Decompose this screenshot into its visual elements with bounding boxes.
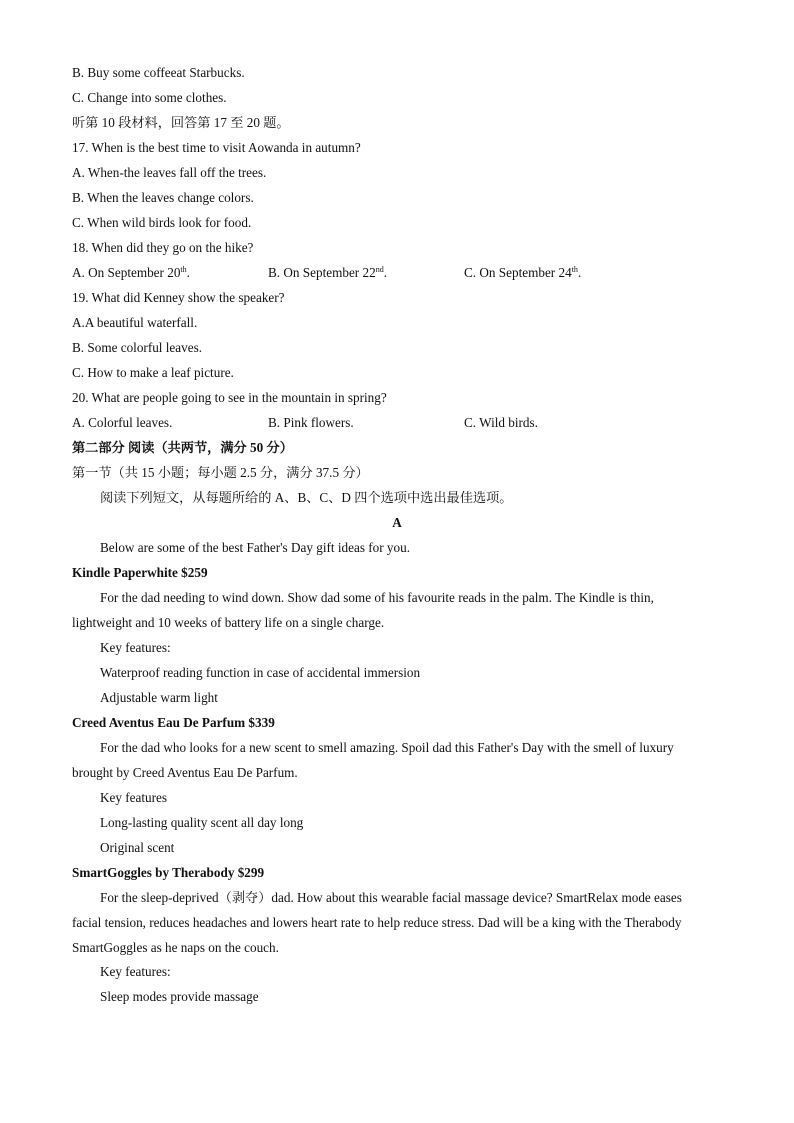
reading-instruction: 阅读下列短文，从每题所给的 A、B、C、D 四个选项中选出最佳选项。 [100, 490, 513, 505]
key-features-label: Key features: [100, 964, 171, 979]
q20-option-a: A. Colorful leaves. [72, 415, 173, 430]
q17-option-c: C. When wild birds look for food. [72, 215, 252, 230]
q19-option-a: A.A beautiful waterfall. [72, 315, 198, 330]
passage-intro: Below are some of the best Father's Day gift ideas for you. [100, 540, 411, 555]
gift-title-kindle: Kindle Paperwhite $259 [72, 565, 208, 580]
q20-option-c: C. Wild birds. [464, 415, 538, 430]
key-features-label: Key features: [100, 640, 171, 655]
feature-item: Waterproof reading function in case of accidental immersion [100, 665, 421, 680]
q17-option-b: B. When the leaves change colors. [72, 190, 254, 205]
feature-item: Original scent [100, 840, 175, 855]
q18-option-c: C. On September 24th. [464, 265, 582, 280]
q18-option-b: B. On September 22nd. [268, 265, 387, 280]
q17-stem: 17. When is the best time to visit Aowanda in autumn? [72, 140, 361, 155]
feature-item: Adjustable warm light [100, 690, 218, 705]
q18-stem: 18. When did they go on the hike? [72, 240, 254, 255]
section-one-heading: 第一节（共 15 小题；每小题 2.5 分，满分 37.5 分） [72, 465, 369, 480]
q19-stem: 19. What did Kenney show the speaker? [72, 290, 285, 305]
feature-item: Long-lasting quality scent all day long [100, 815, 304, 830]
gift-title-creed: Creed Aventus Eau De Parfum $339 [72, 715, 275, 730]
q16-option-b: B. Buy some coffeeat Starbucks. [72, 65, 245, 80]
gift-desc-line: For the sleep-deprived（剥夺）dad. How about this wearable facial massage device? SmartRelax mode eases [100, 890, 682, 905]
q19-option-c: C. How to make a leaf picture. [72, 365, 234, 380]
gift-desc-line: SmartGoggles as he naps on the couch. [72, 940, 279, 955]
gift-desc-line: For the dad needing to wind down. Show dad some of his favourite reads in the palm. The Kindle is thin, [100, 590, 654, 605]
passage-label: A [392, 515, 402, 530]
gift-desc-line: facial tension, reduces headaches and lowers heart rate to help reduce stress. Dad will be a king with the Therabody [72, 915, 682, 930]
q18-option-a: A. On September 20th. [72, 265, 190, 280]
q16-option-c: C. Change into some clothes. [72, 90, 227, 105]
gift-desc-line: lightweight and 10 weeks of battery life on a single charge. [72, 615, 385, 630]
q19-option-b: B. Some colorful leaves. [72, 340, 203, 355]
q17-option-a: A. When-the leaves fall off the trees. [72, 165, 267, 180]
gift-desc-line: For the dad who looks for a new scent to smell amazing. Spoil dad this Father's Day with the smell of luxury [100, 740, 674, 755]
gift-desc-line: brought by Creed Aventus Eau De Parfum. [72, 765, 298, 780]
part-two-heading: 第二部分 阅读（共两节，满分 50 分） [72, 440, 293, 455]
q20-option-b: B. Pink flowers. [268, 415, 354, 430]
q20-stem: 20. What are people going to see in the mountain in spring? [72, 390, 387, 405]
key-features-label: Key features [100, 790, 167, 805]
listening-instruction: 听第 10 段材料，回答第 17 至 20 题。 [72, 115, 290, 130]
feature-item: Sleep modes provide massage [100, 989, 259, 1004]
gift-title-smartgoggles: SmartGoggles by Therabody $299 [72, 865, 265, 880]
